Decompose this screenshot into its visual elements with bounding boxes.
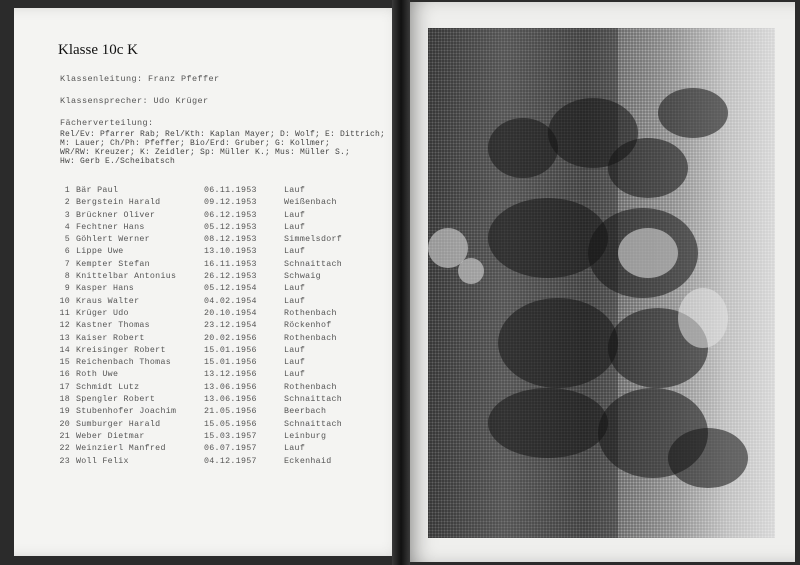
birth-date: 20.10.1954	[204, 308, 257, 318]
home-town: Leinburg	[284, 431, 327, 441]
roster-row	[58, 346, 378, 358]
roster-number: 17	[59, 382, 70, 392]
roster-number: 16	[59, 370, 70, 380]
student-name: Stubenhofer Joachim	[76, 407, 177, 417]
birth-date: 15.01.1956	[204, 358, 257, 368]
birth-date: 20.02.1956	[204, 333, 257, 343]
home-town: Weißenbach	[284, 198, 337, 208]
birth-date: 06.11.1953	[204, 186, 257, 195]
student-name: Lippe Uwe	[76, 247, 124, 257]
home-town: Lauf	[284, 444, 306, 454]
roster-row	[58, 395, 378, 407]
student-name: Weinzierl Manfred	[76, 444, 166, 454]
roster-row	[58, 211, 378, 223]
roster-row	[58, 297, 378, 309]
student-name: Krüger Udo	[76, 308, 129, 318]
birth-date: 15.05.1956	[204, 419, 257, 429]
home-town: Rothenbach	[284, 333, 337, 343]
student-name: Roth Uwe	[76, 370, 119, 380]
birth-date: 13.06.1956	[204, 395, 257, 405]
birth-date: 13.10.1953	[204, 247, 257, 257]
roster-number: 2	[64, 198, 70, 208]
roster-number: 12	[59, 321, 70, 331]
roster-row	[58, 186, 378, 198]
student-name: Woll Felix	[76, 456, 129, 466]
student-name: Kreisinger Robert	[76, 345, 166, 355]
roster-row	[58, 321, 378, 333]
roster-number: 6	[64, 247, 70, 257]
birth-date: 09.12.1953	[204, 198, 257, 208]
subjects-line: Rel/Ev: Pfarrer Rab; Rel/Kth: Kaplan Mayer; D: Wolf; E: Dittrich;	[60, 130, 386, 139]
subjects-heading: Fächerverteilung:	[60, 118, 154, 128]
roster-row	[58, 407, 378, 419]
roster-row	[58, 272, 378, 284]
roster-row	[58, 309, 378, 321]
student-name: Bergstein Harald	[76, 198, 161, 208]
roster-row	[58, 358, 378, 370]
home-town: Lauf	[284, 222, 306, 232]
roster-number: 7	[64, 259, 70, 269]
student-name: Kraus Walter	[76, 296, 140, 306]
roster-number: 22	[59, 444, 70, 454]
roster-row	[58, 457, 378, 469]
home-town: Lauf	[284, 370, 306, 380]
roster-number: 3	[64, 210, 70, 220]
student-name: Fechtner Hans	[76, 222, 145, 232]
subjects-line: M: Lauer; Ch/Ph: Pfeffer; Bio/Erd: Gruber; G: Kollmer;	[60, 139, 331, 148]
subjects-list	[60, 130, 385, 166]
class-speaker-line: Klassensprecher: Udo Krüger	[60, 96, 209, 106]
home-town: Rothenbach	[284, 382, 337, 392]
student-name: Weber Dietmar	[76, 431, 145, 441]
birth-date: 15.01.1956	[204, 345, 257, 355]
student-name: Kastner Thomas	[76, 321, 150, 331]
student-name: Sumburger Harald	[76, 419, 161, 429]
roster-row	[58, 260, 378, 272]
roster-row	[58, 370, 378, 382]
student-name: Brückner Oliver	[76, 210, 156, 220]
class-group-photo	[428, 28, 775, 538]
home-town: Röckenhof	[284, 321, 332, 331]
roster-number: 5	[64, 235, 70, 245]
roster-row	[58, 444, 378, 456]
home-town: Schnaittach	[284, 395, 343, 405]
birth-date: 05.12.1953	[204, 222, 257, 232]
roster-row	[58, 284, 378, 296]
birth-date: 21.05.1956	[204, 407, 257, 417]
birth-date: 23.12.1954	[204, 321, 257, 331]
home-town: Rothenbach	[284, 308, 337, 318]
home-town: Lauf	[284, 345, 306, 355]
book-gutter	[392, 0, 410, 565]
home-town: Beerbach	[284, 407, 327, 417]
roster-number: 4	[64, 222, 70, 232]
roster-number: 11	[59, 308, 70, 318]
roster-number: 15	[59, 358, 70, 368]
roster-row	[58, 383, 378, 395]
student-name: Knittelbar Antonius	[76, 272, 177, 282]
birth-date: 04.02.1954	[204, 296, 257, 306]
student-name: Kaiser Robert	[76, 333, 145, 343]
class-teacher-line: Klassenleitung: Franz Pfeffer	[60, 74, 220, 84]
student-name: Spengler Robert	[76, 395, 156, 405]
roster-number: 14	[59, 345, 70, 355]
student-name: Kempter Stefan	[76, 259, 150, 269]
home-town: Lauf	[284, 210, 306, 220]
birth-date: 26.12.1953	[204, 272, 257, 282]
roster-row	[58, 334, 378, 346]
home-town: Lauf	[284, 247, 306, 257]
home-town: Eckenhaid	[284, 456, 332, 466]
home-town: Lauf	[284, 284, 306, 294]
roster-number: 9	[64, 284, 70, 294]
birth-date: 08.12.1953	[204, 235, 257, 245]
roster-number: 1	[64, 186, 70, 195]
roster-number: 8	[64, 272, 70, 282]
birth-date: 15.03.1957	[204, 431, 257, 441]
home-town: Lauf	[284, 296, 306, 306]
home-town: Lauf	[284, 358, 306, 368]
student-name: Kasper Hans	[76, 284, 135, 294]
roster-row	[58, 432, 378, 444]
roster-number: 23	[59, 456, 70, 466]
subjects-line: WR/RW: Kreuzer; K: Zeidler; Sp: Müller K.; Mus: Müller S.;	[60, 148, 351, 157]
birth-date: 04.12.1957	[204, 456, 257, 466]
roster-row	[58, 247, 378, 259]
birth-date: 16.11.1953	[204, 259, 257, 269]
birth-date: 13.12.1956	[204, 370, 257, 380]
birth-date: 05.12.1954	[204, 284, 257, 294]
student-name: Schmidt Lutz	[76, 382, 140, 392]
home-town: Lauf	[284, 186, 306, 195]
home-town: Schnaittach	[284, 259, 343, 269]
birth-date: 06.07.1957	[204, 444, 257, 454]
home-town: Schnaittach	[284, 419, 343, 429]
roster-row	[58, 223, 378, 235]
birth-date: 06.12.1953	[204, 210, 257, 220]
student-roster	[58, 186, 378, 469]
roster-number: 10	[59, 296, 70, 306]
roster-number: 18	[59, 395, 70, 405]
home-town: Schwaig	[284, 272, 321, 282]
student-name: Bär Paul	[76, 186, 119, 195]
roster-number: 13	[59, 333, 70, 343]
student-name: Göhlert Werner	[76, 235, 150, 245]
roster-number: 19	[59, 407, 70, 417]
student-name: Reichenbach Thomas	[76, 358, 172, 368]
subjects-line: Hw: Gerb E./Scheibatsch	[60, 157, 176, 166]
home-town: Simmelsdorf	[284, 235, 343, 245]
birth-date: 13.06.1956	[204, 382, 257, 392]
roster-number: 20	[59, 419, 70, 429]
roster-row	[58, 198, 378, 210]
roster-number: 21	[59, 431, 70, 441]
page-title: Klasse 10c K	[58, 42, 138, 58]
roster-row	[58, 420, 378, 432]
roster-row	[58, 235, 378, 247]
